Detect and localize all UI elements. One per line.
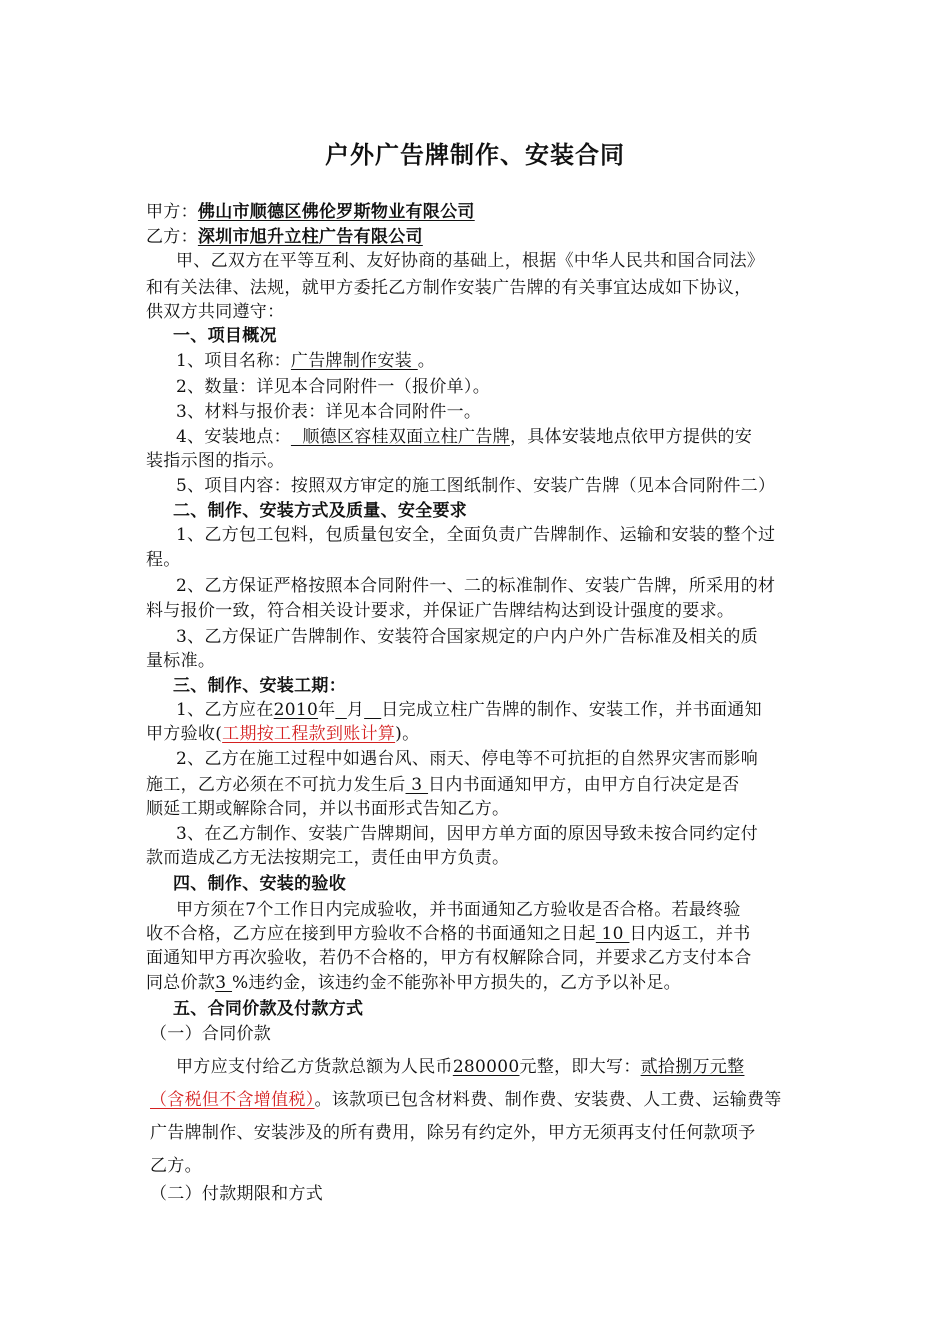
s2-para-3-cont: 量标准。	[146, 651, 216, 671]
s4-line-text: 同总价款	[146, 973, 216, 993]
s3-para-3-cont: 款而造成乙方无法按期完工，责任由甲方负责。	[146, 848, 510, 868]
year-unit: 年	[318, 700, 336, 720]
s3-para-1-text: 1、乙方应在	[176, 700, 274, 720]
s1-item-2: 2、数量：详见本合同附件一（报价单）。	[176, 377, 491, 397]
s4-line	[146, 922, 751, 946]
price-line: 乙方。	[150, 1156, 202, 1176]
s4-line	[146, 971, 681, 995]
subsection-heading: （一）合同价款	[150, 1024, 272, 1044]
section-heading: 三、制作、安装工期：	[173, 676, 346, 696]
completion-year: 2010	[273, 700, 319, 720]
s3-para-1-cont-text: 甲方验收(	[146, 724, 223, 744]
section-heading: 一、项目概况	[173, 326, 277, 346]
s1-item-4-rest: ，具体安装地点依甲方提供的安	[509, 427, 753, 447]
notice-days: 3	[405, 775, 429, 795]
contract-amount: 280000	[452, 1057, 520, 1077]
s2-para-2-cont: 料与报价一致，符合相关设计要求，并保证广告牌结构达到设计强度的要求。	[146, 601, 735, 621]
s1-item-1-end: 。	[417, 351, 436, 371]
s1-item-1	[176, 349, 435, 373]
s1-item-4-cont: 装指示图的指示。	[146, 451, 285, 471]
intro-line: 供双方共同遵守：	[146, 302, 285, 322]
page-title: 户外广告牌制作、安装合同	[325, 141, 625, 169]
s2-para-1: 1、乙方包工包料，包质量包安全，全面负责广告牌制作、运输和安装的整个过	[176, 525, 776, 545]
s1-item-1-label: 1、项目名称：	[176, 351, 291, 371]
project-name: 广告牌制作安装	[290, 351, 418, 371]
s1-item-5: 5、项目内容：按照双方审定的施工图纸制作、安装广告牌（见本合同附件二）	[176, 476, 776, 496]
tax-note: （含税但不含增值税）	[150, 1090, 315, 1110]
section-heading: 四、制作、安装的验收	[173, 874, 346, 894]
s4-line-rest: %违约金，该违约金不能弥补甲方损失的，乙方予以补足。	[232, 973, 681, 993]
completion-day	[364, 700, 381, 720]
s4-line: 甲方须在7个工作日内完成验收，并书面通知乙方验收是否合格。若最终验	[176, 900, 741, 920]
amount-in-words: 贰拾捌万元整	[640, 1057, 745, 1077]
intro-line: 和有关法律、法规，就甲方委托乙方制作安装广告牌的有关事宜达成如下协议，	[146, 278, 752, 298]
party-b-line	[146, 225, 423, 249]
month-unit: 月	[346, 700, 365, 720]
price-line	[176, 1055, 744, 1079]
s4-line: 面通知甲方再次验收，若仍不合格的，甲方有权解除合同，并要求乙方支付本合	[146, 948, 752, 968]
s3-para-2: 2、乙方在施工过程中如遇台风、雨天、停电等不可抗拒的自然界灾害而影响	[176, 749, 759, 769]
completion-month	[335, 700, 346, 720]
subsection-heading: （二）付款期限和方式	[150, 1184, 323, 1204]
price-line: 广告牌制作、安装涉及的所有费用，除另有约定外，甲方无须再支付任何款项予	[150, 1123, 756, 1143]
s3-para-1	[176, 698, 762, 722]
s2-para-3: 3、乙方保证广告牌制作、安装符合国家规定的户内户外广告标准及相关的质	[176, 627, 759, 647]
s1-item-4	[176, 425, 752, 449]
s3-para-3: 3、在乙方制作、安装广告牌期间，因甲方单方面的原因导致未按合同约定付	[176, 824, 759, 844]
s1-item-3: 3、材料与报价表：详见本合同附件一。	[176, 402, 482, 422]
s3-para-2-text: 施工，乙方必须在不可抗力发生后	[146, 775, 406, 795]
party-a-label: 甲方：	[146, 202, 198, 222]
rework-days: 10	[595, 924, 630, 944]
price-text: 甲方应支付给乙方货款总额为人民币	[176, 1057, 453, 1077]
s2-para-1-cont: 程。	[146, 550, 181, 570]
party-a-line	[146, 200, 475, 224]
s4-line-rest: 日内返工，并书	[629, 924, 751, 944]
penalty-percent: 3	[215, 973, 233, 993]
s3-para-2-cont	[146, 773, 739, 797]
install-location: 顺德区容桂双面立柱广告牌	[290, 427, 510, 447]
party-b-label: 乙方：	[146, 227, 198, 247]
schedule-note: 工期按工程款到账计算	[222, 724, 396, 744]
party-a-name: 佛山市顺德区佛伦罗斯物业有限公司	[197, 202, 475, 222]
s3-para-2-rest: 日内书面通知甲方，由甲方自行决定是否	[428, 775, 740, 795]
s3-para-1-cont-end: )。	[395, 724, 420, 744]
price-text-rest: 元整，即大写：	[519, 1057, 641, 1077]
s4-line-text: 收不合格，乙方应在接到甲方验收不合格的书面通知之日起	[146, 924, 596, 944]
party-b-name: 深圳市旭升立柱广告有限公司	[197, 227, 423, 247]
s3-para-1-cont	[146, 722, 419, 746]
s2-para-2: 2、乙方保证严格按照本合同附件一、二的标准制作、安装广告牌，所采用的材	[176, 576, 776, 596]
section-heading: 五、合同价款及付款方式	[173, 999, 364, 1019]
intro-line: 甲、乙双方在平等互利、友好协商的基础上，根据《中华人民共和国合同法》	[176, 251, 765, 271]
s3-para-2-cont: 顺延工期或解除合同，并以书面形式告知乙方。	[146, 799, 510, 819]
price-line-rest: 。该款项已包含材料费、制作费、安装费、人工费、运输费等	[314, 1090, 782, 1110]
s1-item-4-label: 4、安装地点：	[176, 427, 291, 447]
price-line	[150, 1088, 782, 1112]
s3-para-1-rest: 日完成立柱广告牌的制作、安装工作，并书面通知	[381, 700, 762, 720]
section-heading: 二、制作、安装方式及质量、安全要求	[173, 501, 468, 521]
